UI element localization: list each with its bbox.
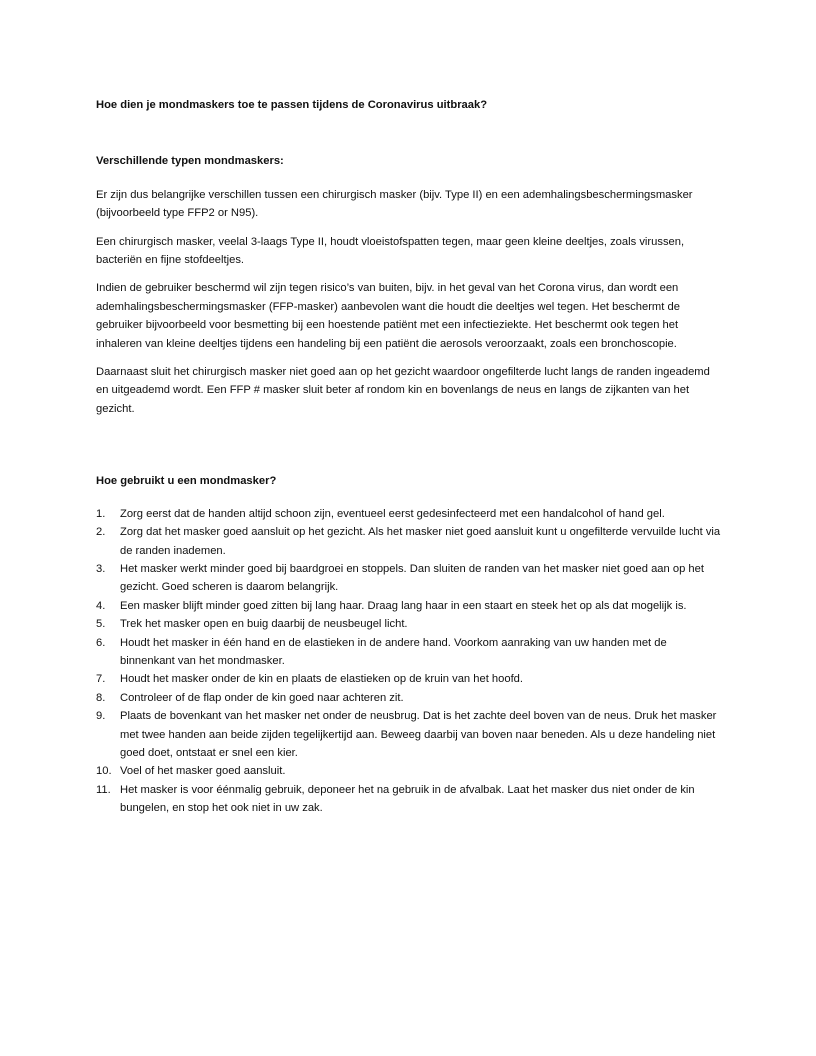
- list-item: [96, 523, 724, 560]
- list-item: [96, 670, 724, 688]
- paragraph-1: Er zijn dus belangrijke verschillen tussen een chirurgisch masker (bijv. Type II) en een ademhalingsbeschermingsmasker (bijvoorbeeld type FFP2 or N95).: [96, 188, 693, 220]
- paragraph-2: Een chirurgisch masker, veelal 3-laags Type II, houdt vloeistofspatten tegen, maar geen kleine deeltjes, zoals virussen, bacteriën en fijne stofdeeltjes.: [96, 235, 685, 267]
- list-item-number: 1.: [96, 507, 106, 520]
- list-item-text: Houdt het masker onder de kin en plaats de elastieken op de kruin van het hoofd.: [120, 673, 524, 686]
- list-item: [96, 707, 724, 762]
- document-title: Hoe dien je mondmaskers toe te passen tijdens de Coronavirus uitbraak?: [96, 99, 488, 111]
- list-item-text: Controleer of de flap onder de kin goed naar achteren zit.: [120, 691, 404, 704]
- list-item-number: 3.: [96, 562, 106, 575]
- list-item-text: Zorg eerst dat de handen altijd schoon zijn, eventueel eerst gedesinfecteerd met een handalcohol of hand gel.: [120, 507, 665, 520]
- section-spacer: [96, 428, 724, 472]
- list-item-text: Het masker is voor éénmalig gebruik, deponeer het na gebruik in de afvalbak. Laat het masker dus niet onder de kin bungelen, en stop het ook niet in uw zak.: [120, 783, 695, 815]
- list-item-text: Een masker blijft minder goed zitten bij lang haar. Draag lang haar in een staart en steek het op als dat mogelijk is.: [120, 599, 687, 612]
- paragraph-4: Daarnaast sluit het chirurgisch masker niet goed aan op het gezicht waardoor ongefilterde lucht langs de randen ingeademd en uitgeademd wordt. Een FFP # masker sluit beter af rondom kin en bovenlangs de neus en langs de zijkanten van het gezicht.: [96, 366, 710, 415]
- usage-steps-list: [96, 505, 724, 818]
- list-item-number: 7.: [96, 673, 106, 686]
- list-item: [96, 505, 724, 523]
- list-item: [96, 762, 724, 780]
- list-item-text: Plaats de bovenkant van het masker net onder de neusbrug. Dat is het zachte deel boven van de neus. Druk het masker met twee handen aan beide zijden tegelijkertijd aan. Beweeg daarbij van boven naar beneden. Als u deze handeling niet goed doet, ontstaat er snel een kier.: [120, 710, 717, 759]
- list-item-text: Het masker werkt minder goed bij baardgroei en stoppels. Dan sluiten de randen van het masker niet goed aan op het gezicht. Goed scheren is daarom belangrijk.: [120, 562, 704, 594]
- list-item-text: Voel of het masker goed aansluit.: [120, 765, 286, 778]
- list-item-number: 5.: [96, 618, 106, 631]
- document-page: [96, 96, 724, 818]
- section-heading-mask-types: Verschillende typen mondmaskers:: [96, 155, 284, 168]
- list-item: [96, 560, 724, 597]
- list-item-text: Houdt het masker in één hand en de elastieken in de andere hand. Voorkom aanraking van uw handen met de binnenkant van het mondmasker.: [120, 636, 667, 667]
- list-item: [96, 689, 724, 707]
- list-item-number: 6.: [96, 636, 106, 649]
- list-item-number: 10.: [96, 765, 112, 778]
- list-item-number: 4.: [96, 599, 106, 612]
- list-item: [96, 597, 724, 615]
- list-item-number: 9.: [96, 710, 106, 723]
- list-item-number: 11.: [96, 783, 111, 796]
- list-item: [96, 634, 724, 671]
- section-heading-usage: Hoe gebruikt u een mondmasker?: [96, 475, 277, 488]
- list-item: [96, 781, 724, 818]
- list-item-number: 2.: [96, 526, 106, 539]
- list-item-number: 8.: [96, 691, 106, 704]
- paragraph-3: Indien de gebruiker beschermd wil zijn tegen risico’s van buiten, bijv. in het geval van het Corona virus, dan wordt een ademhalingsbeschermingsmasker (FFP-masker) aanbevolen want die houdt die deeltjes wel tegen. Het beschermt de gebruiker bijvoorbeeld voor besmetting bij een hoestende patiënt met een infectieziekte. Het beschermt ook tegen het inhaleren van kleine deeltjes tijdens een handeling bij een patiënt die aerosols veroorzaakt, zoals een bronchoscopie.: [96, 282, 680, 350]
- list-item-text: Trek het masker open en buig daarbij de neusbeugel licht.: [120, 618, 408, 631]
- list-item: [96, 615, 724, 633]
- list-item-text: Zorg dat het masker goed aansluit op het gezicht. Als het masker niet goed aansluit kunt u ongefilterde vervuilde lucht via de randen inademen.: [120, 526, 721, 557]
